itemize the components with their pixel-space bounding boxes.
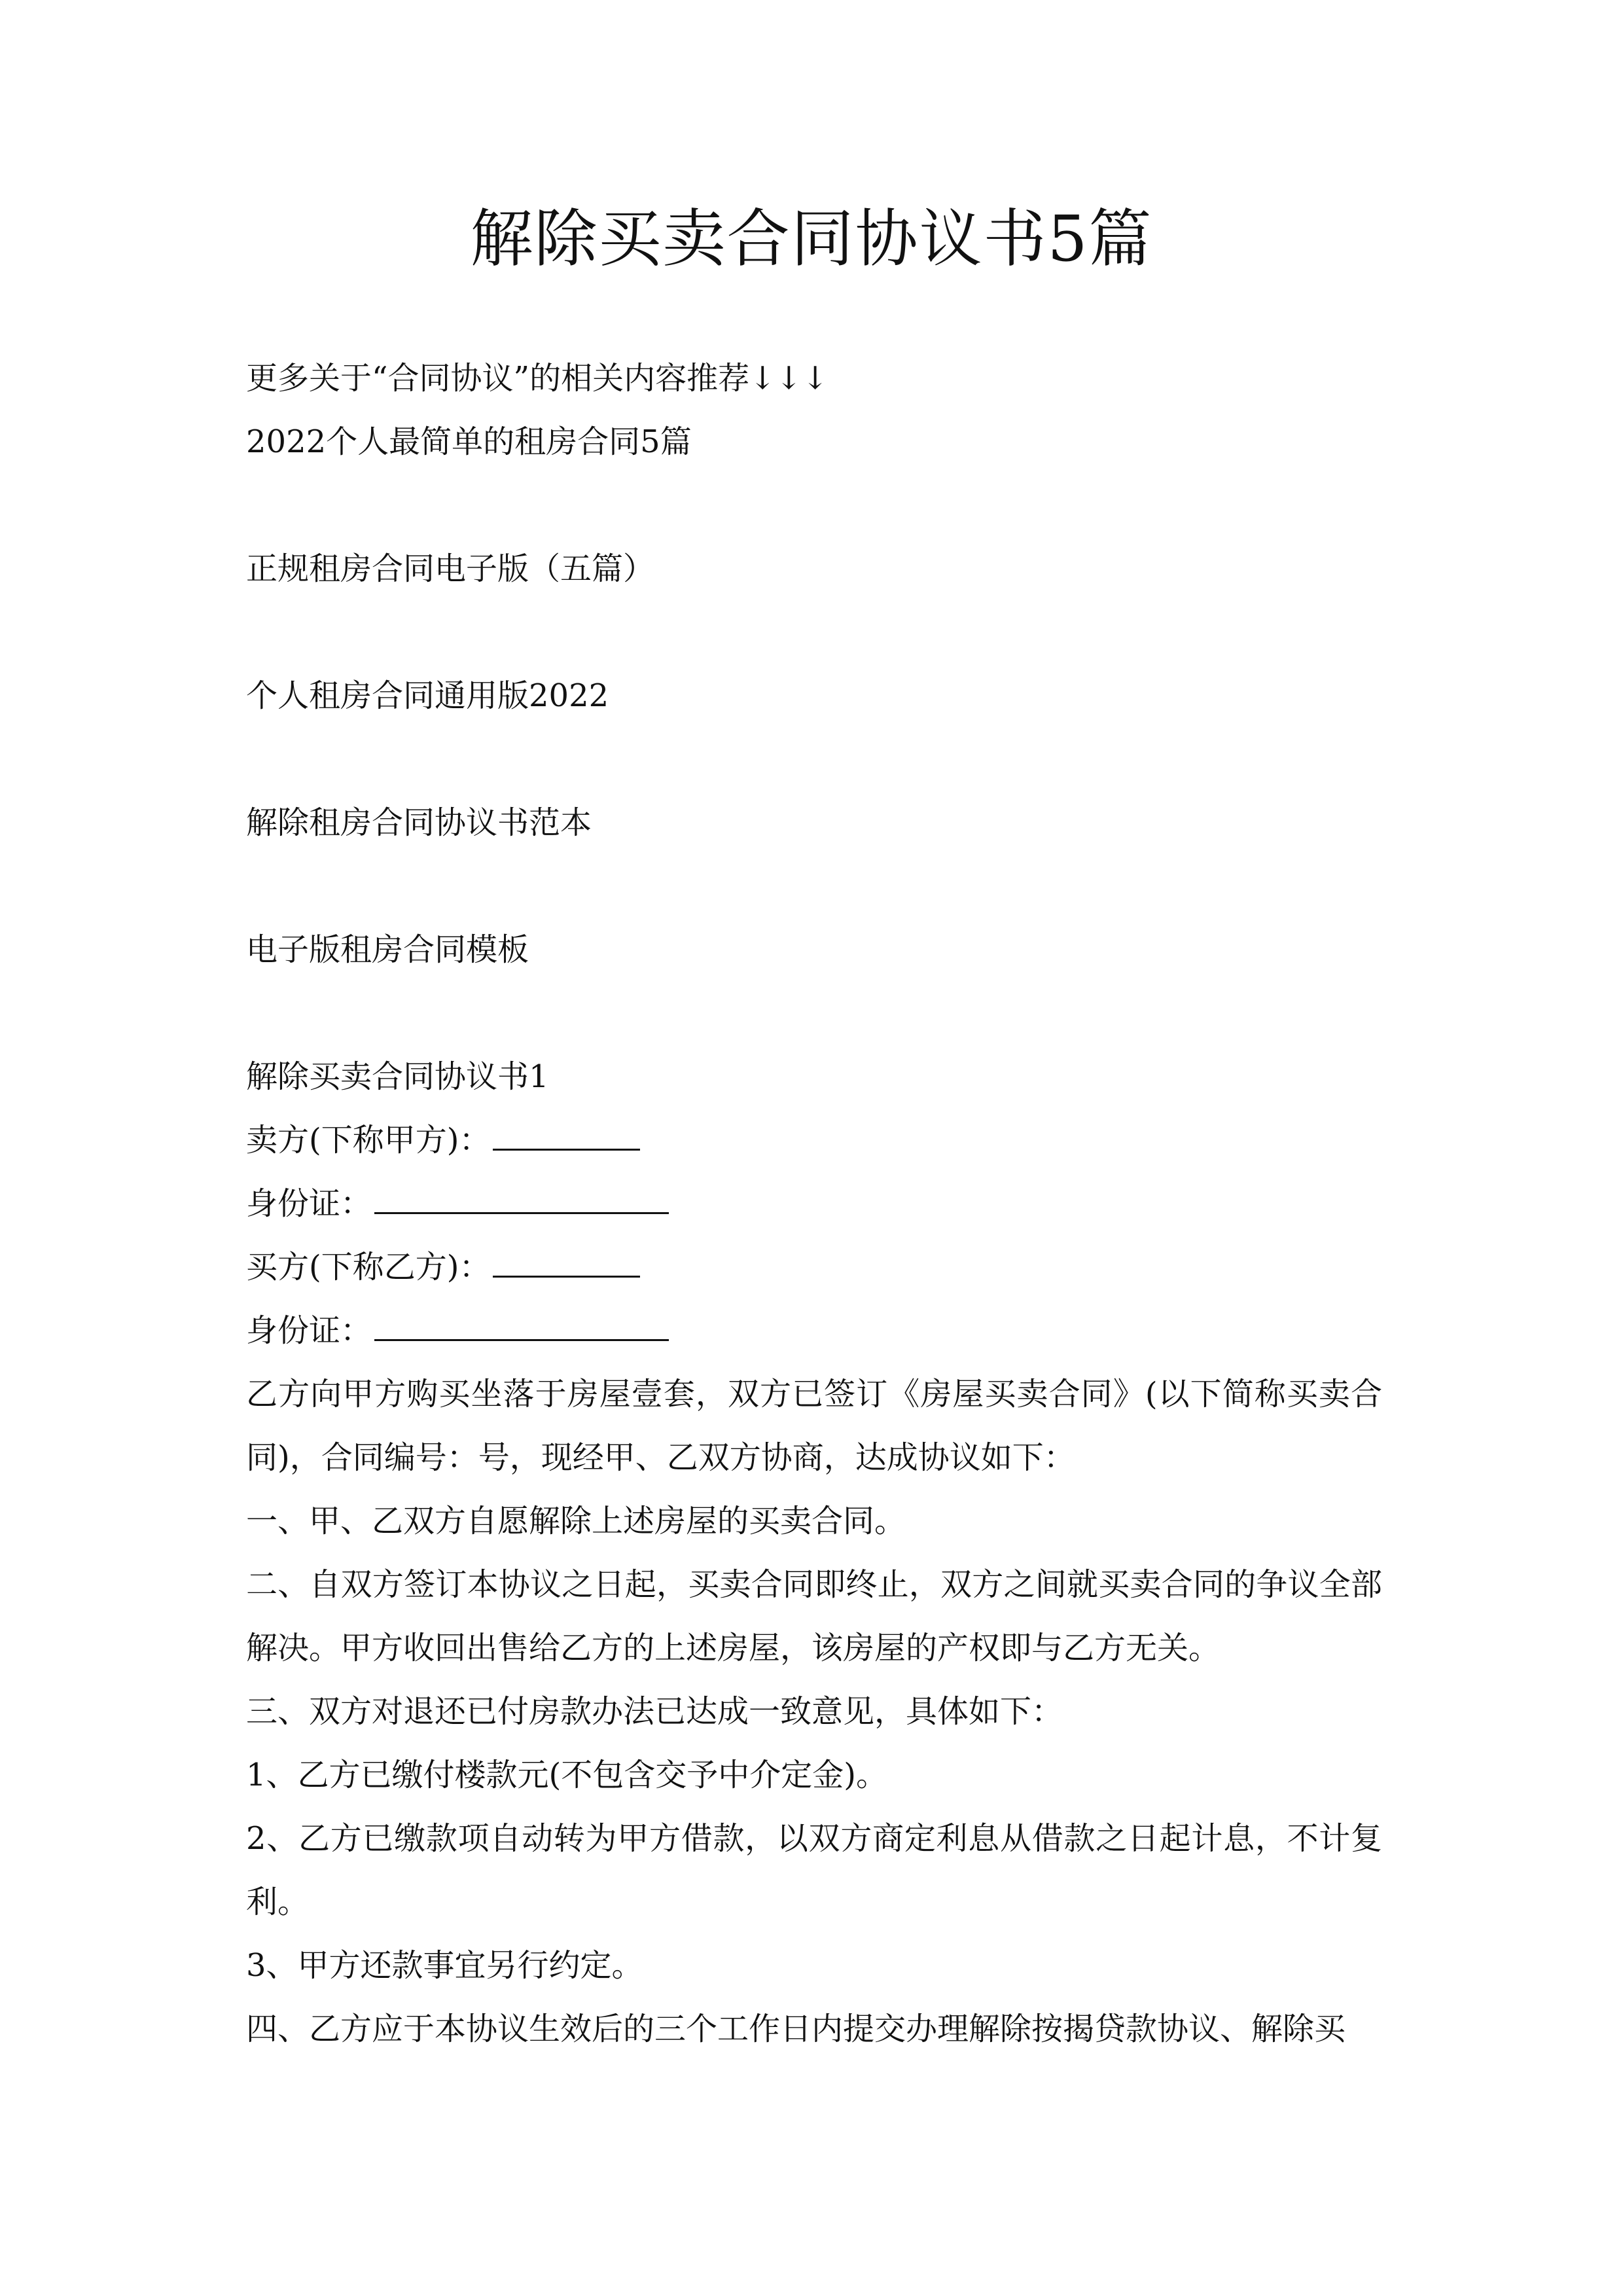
spacer: [246, 855, 1382, 918]
spacer: [246, 728, 1382, 791]
document-body: [246, 347, 1382, 2061]
buyer-id-label: 身份证：: [246, 1312, 372, 1349]
seller-id-label: 身份证：: [246, 1185, 372, 1222]
buyer-id-line: [246, 1299, 1382, 1363]
seller-blank: [493, 1116, 640, 1151]
seller-line: [246, 1109, 1382, 1172]
recommend-intro: 更多关于“合同协议”的相关内容推荐↓↓↓: [246, 360, 829, 397]
paragraph-intro: 乙方向甲方购买坐落于房屋壹套，双方已签订《房屋买卖合同》(以下简称买卖合同)，合同编号：号，现经甲、乙双方协商，达成协议如下：: [246, 1376, 1382, 1476]
paragraph-clause-2: 二、自双方签订本协议之日起，买卖合同即终止，双方之间就买卖合同的争议全部解决。甲方收回出售给乙方的上述房屋，该房屋的产权即与乙方无关。: [246, 1566, 1382, 1666]
recommend-link-5[interactable]: 电子版租房合同模板: [246, 931, 529, 968]
seller-id-line: [246, 1172, 1382, 1236]
recommend-link-1[interactable]: 2022个人最简单的租房合同5篇: [246, 423, 692, 460]
buyer-blank: [493, 1243, 640, 1278]
spacer: [246, 474, 1382, 537]
paragraph-item-1: 1、乙方已缴付楼款元(不包含交予中介定金)。: [246, 1757, 887, 1793]
paragraph-clause-3: 三、双方对退还已付房款办法已达成一致意见，具体如下：: [246, 1693, 1063, 1730]
section-heading: 解除买卖合同协议书1: [246, 1058, 549, 1095]
seller-label: 卖方(下称甲方)：: [246, 1122, 491, 1158]
paragraph-item-3: 3、甲方还款事宜另行约定。: [246, 1947, 643, 1984]
spacer: [246, 982, 1382, 1045]
recommend-link-4[interactable]: 解除租房合同协议书范本: [246, 804, 592, 841]
paragraph-item-2: 2、乙方已缴款项自动转为甲方借款，以双方商定利息从借款之日起计息，不计复利。: [246, 1820, 1382, 1920]
paragraph-clause-1: 一、甲、乙双方自愿解除上述房屋的买卖合同。: [246, 1503, 906, 1539]
document-title: 解除买卖合同协议书5篇: [470, 202, 1153, 276]
spacer: [246, 601, 1382, 664]
recommend-link-3[interactable]: 个人租房合同通用版2022: [246, 677, 609, 714]
recommend-link-2[interactable]: 正规租房合同电子版（五篇）: [246, 550, 655, 587]
buyer-label: 买方(下称乙方)：: [246, 1249, 491, 1285]
buyer-id-blank: [374, 1306, 669, 1341]
buyer-line: [246, 1236, 1382, 1299]
seller-id-blank: [374, 1179, 669, 1214]
paragraph-clause-4: 四、乙方应于本协议生效后的三个工作日内提交办理解除按揭贷款协议、解除买: [246, 2011, 1346, 2047]
